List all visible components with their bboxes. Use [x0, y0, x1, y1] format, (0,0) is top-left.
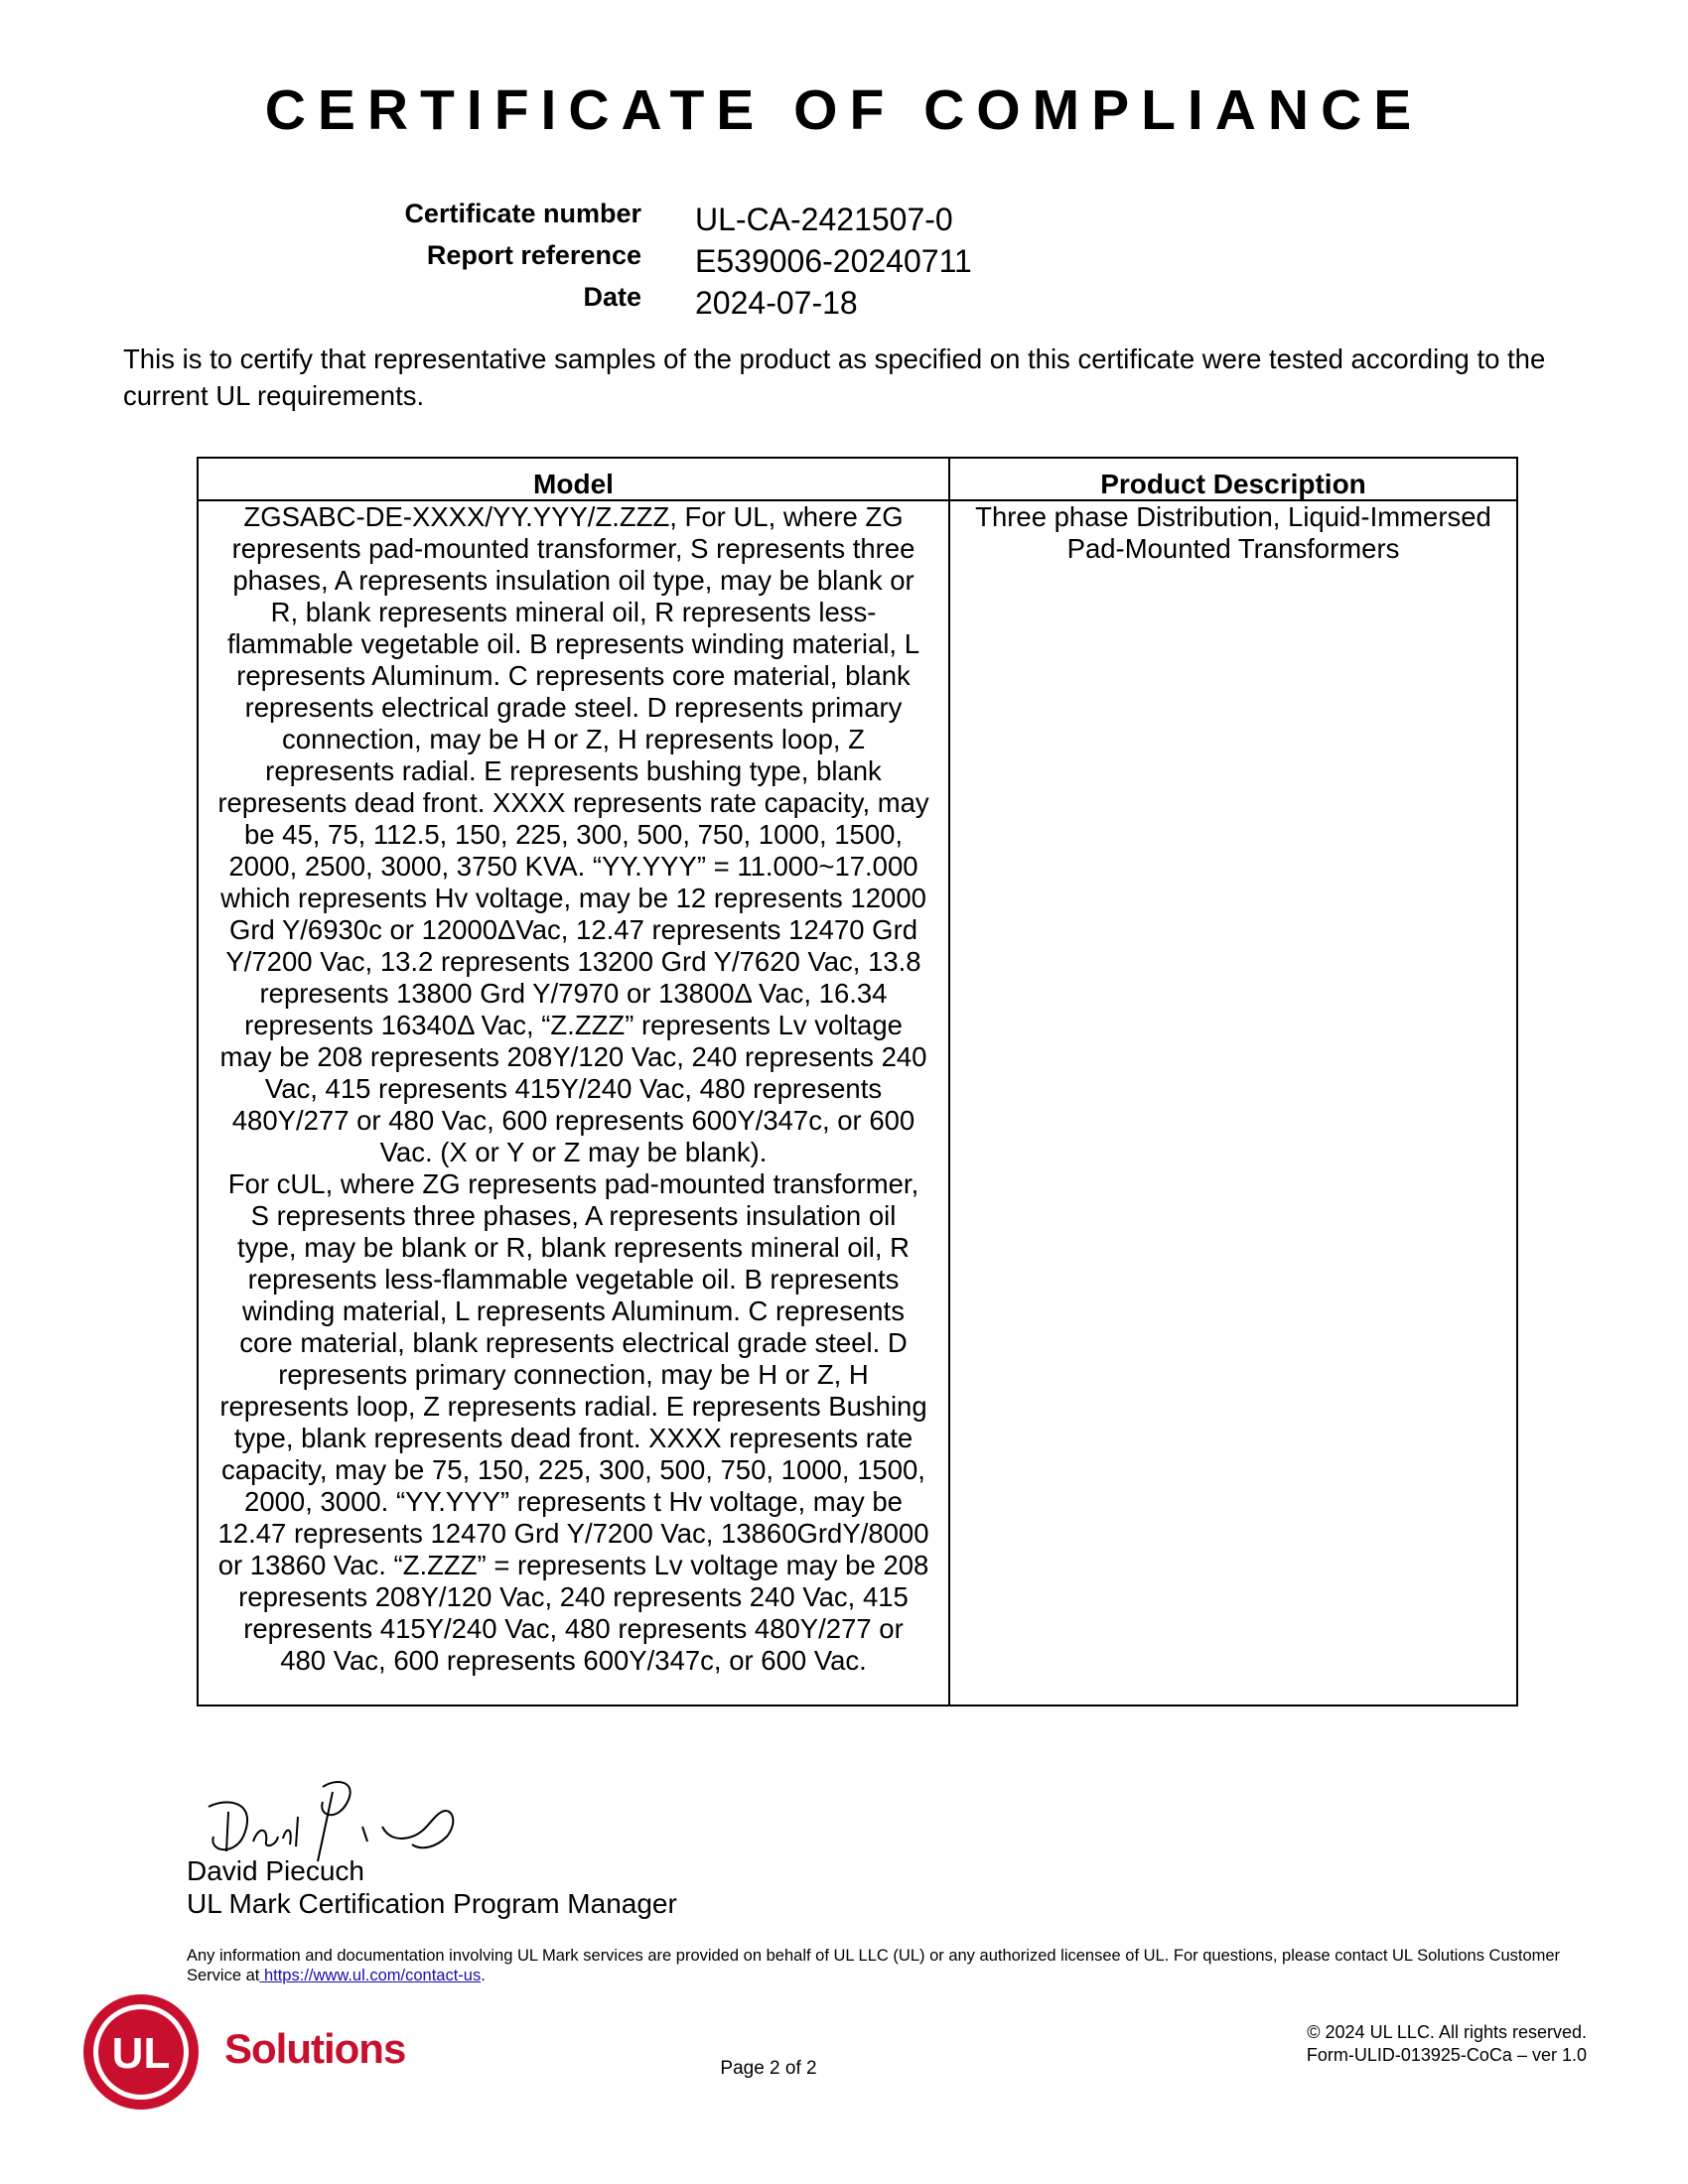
certificate-number-label: Certificate number — [404, 199, 641, 228]
certificate-number-value: UL-CA-2421507-0 — [695, 202, 953, 237]
table-header-row — [198, 458, 1517, 500]
model-column-header: Model — [198, 458, 949, 500]
date-label: Date — [583, 282, 641, 312]
footer-disclaimer — [187, 1946, 1597, 1985]
page-number: Page 2 of 2 — [720, 2058, 817, 2079]
report-reference-value: E539006-20240711 — [695, 243, 972, 279]
form-identifier: Form-ULID-013925-CoCa – ver 1.0 — [1306, 2045, 1587, 2065]
model-text: ZGSABC-DE-XXXX/YY.YYY/Z.ZZZ, For UL, where ZG represents pad-mounted transformer, S represents three phases, A represents insulation oil type, may be blank or R, blank represents mineral oil, R represents less- flammable vegetable oil. B represents winding material, L represents Aluminum. C represents core material, blank represents electrical grade steel. D represents primary connection, may be H or Z, H represents loop, Z represents radial. E represents bushing type, blank represents dead front. XXXX represents rate capacity, may be 45, 75, 112.5, 150, 225, 300, 500, 750, 1000, 1500, 2000, 2500, 3000, 3750 KVA. “YY.YYY” = 11.000~17.000 which represents Hv voltage, may be 12 represents 12000 Grd Y/6930c or 12000ΔVac, 12.47 represents 12470 Grd Y/7200 Vac, 13.2 represents 13200 Grd Y/7620 Vac, 13.8 represents 13800 Grd Y/7970 or 13800Δ Vac, 16.34 represents 16340Δ Vac, “Z.ZZZ” represents Lv voltage may be 208 represents 208Y/120 Vac, 240 represents 240 Vac, 415 represents 415Y/240 Vac, 480 represents 480Y/277 or 480 Vac, 600 represents 600Y/347c, or 600 Vac. (X or Y or Z may be blank). For cUL, where ZG represents pad-mounted transformer, S represents three phases, A represents insulation oil type, may be blank or R, blank represents mineral oil, R represents less-flammable vegetable oil. B represents winding material, L represents Aluminum. C represents core material, blank represents electrical grade steel. D represents primary connection, may be H or Z, H represents loop, Z represents radial. E represents Bushing type, blank represents dead front. XXXX represents rate capacity, may be 75, 150, 225, 300, 500, 750, 1000, 1500, 2000, 3000. “YY.YYY” represents t Hv voltage, may be 12.47 represents 12470 Grd Y/7200 Vac, 13860GrdY/8000 or 13860 Vac. “Z.ZZZ” = represents Lv voltage may be 208 represents 208Y/120 Vac, 240 represents 240 Vac, 415 represents 415Y/240 Vac, 480 represents 480Y/277 or 480 Vac, 600 represents 600Y/347c, or 600 Vac. — [217, 501, 929, 1676]
certificate-title: CERTIFICATE OF COMPLIANCE — [264, 78, 1424, 142]
report-reference-label: Report reference — [426, 240, 641, 270]
table-row — [198, 500, 1517, 1706]
contact-link[interactable]: https://www.ul.com/contact-us — [259, 1967, 482, 1984]
certification-statement: This is to certify that representative samples of the product as specified on this certificate were tested according to the current UL requirements. — [123, 343, 1546, 411]
copyright-notice: © 2024 UL LLC. All rights reserved. — [1307, 2022, 1587, 2042]
certification-table — [197, 457, 1518, 1706]
signatory-name: David Piecuch — [187, 1855, 364, 1886]
description-text: Three phase Distribution, Liquid-Immersed Pad-Mounted Transformers — [975, 501, 1491, 564]
logo-mark-text: UL — [111, 2029, 171, 2078]
signature-image — [199, 1767, 477, 1866]
disclaimer-text: Any information and documentation involving UL Mark services are provided on behalf of UL LLC (UL) or any authorized licensee of UL. For questions, please contact UL Solutions Customer Service at — [187, 1947, 1561, 1984]
model-cell — [198, 500, 949, 1706]
logo-wordmark: Solutions — [224, 2025, 406, 2072]
signatory-title: UL Mark Certification Program Manager — [187, 1888, 677, 1919]
description-column-header: Product Description — [949, 458, 1517, 500]
description-cell — [949, 500, 1517, 1706]
date-value: 2024-07-18 — [695, 285, 858, 321]
disclaimer-end: . — [481, 1967, 486, 1984]
